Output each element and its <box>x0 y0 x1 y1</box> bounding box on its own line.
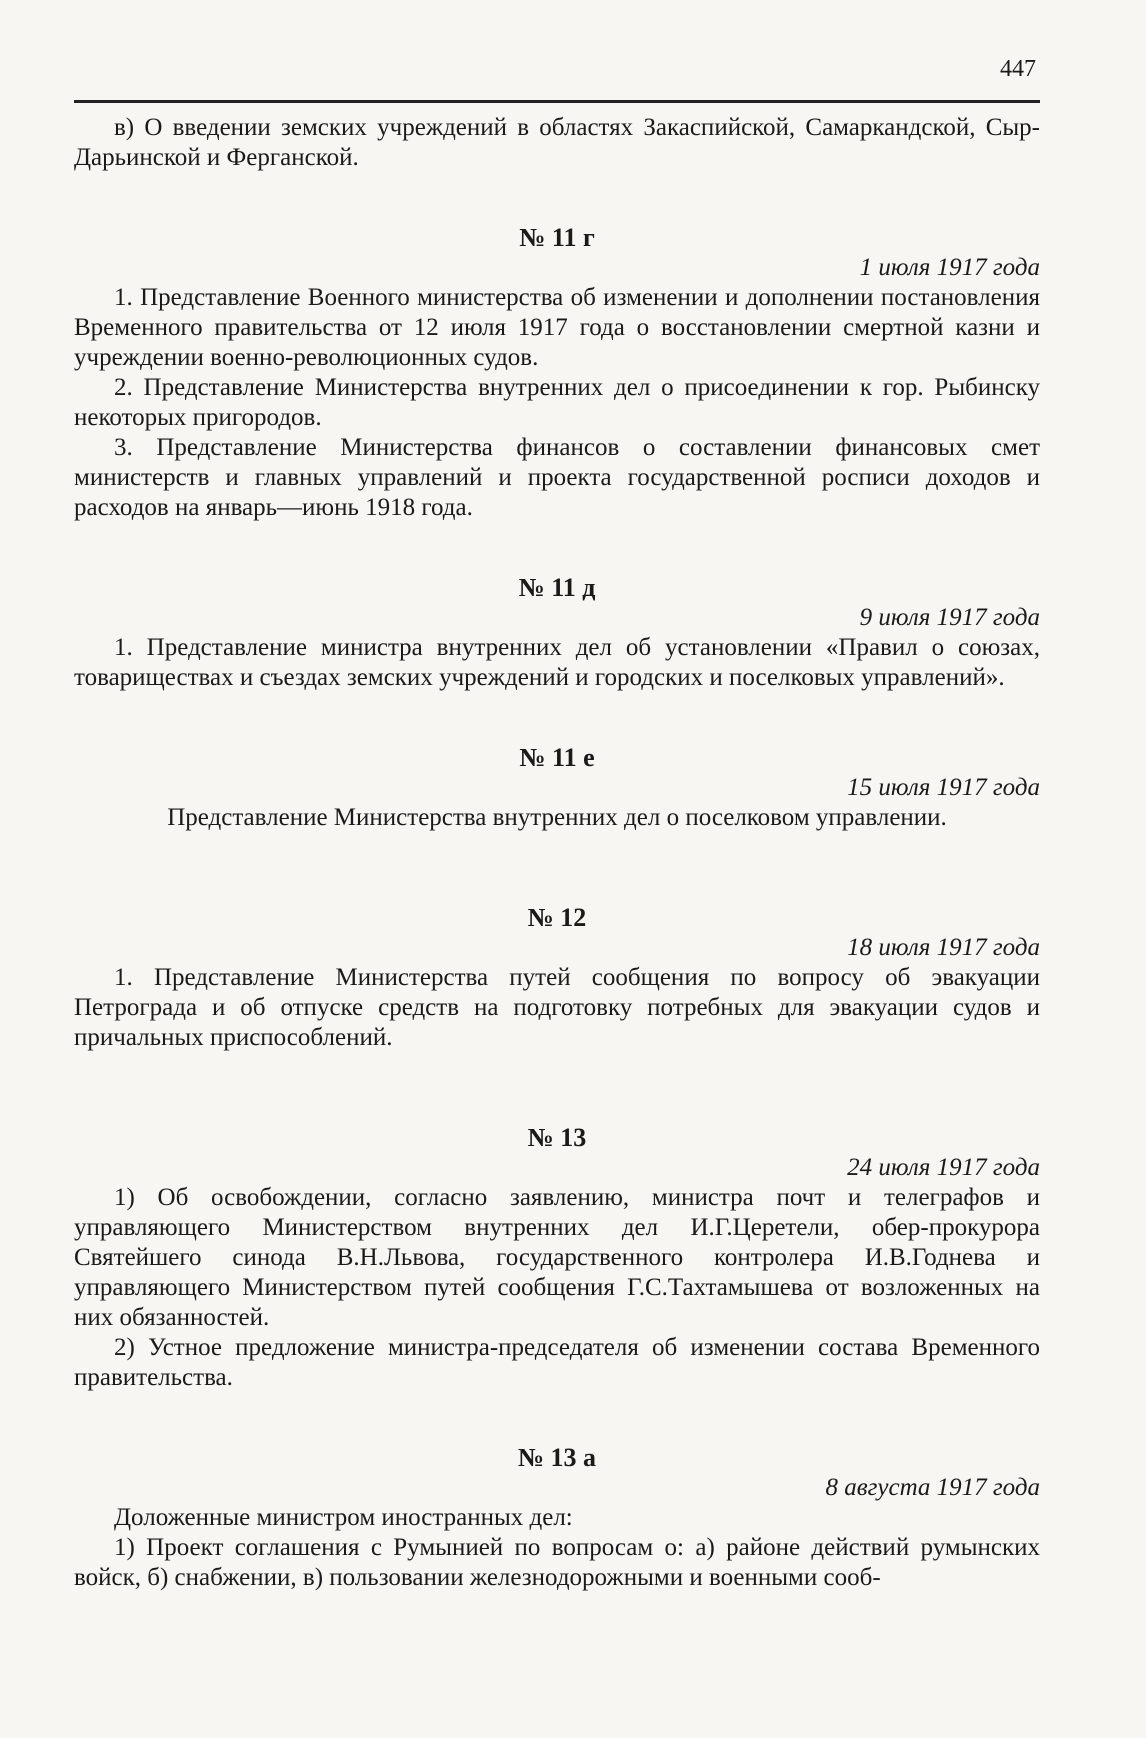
section-11d <box>74 573 1040 693</box>
section-date: 18 июля 1917 года <box>847 934 1040 961</box>
section-paragraph: 1) Об освобождении, согласно заявлению, министра почт и телеграфов и управляющего Министерством внутренних дел И.Г.Церетели, обер-прокурора Святейшего синода В.Н.Львова, государственного контролера И.В.Годнева и управляющего Министерством путей сообщения Г.С.Тахтамышева от возложенных на них обязанностей. <box>74 1184 1040 1331</box>
section-12 <box>74 903 1040 1053</box>
section-heading: № 13 а <box>517 1443 597 1472</box>
section-date: 1 июля 1917 года <box>859 254 1040 281</box>
section-heading: № 13 <box>527 1123 587 1152</box>
section-date: 9 июля 1917 года <box>859 604 1040 631</box>
section-date: 15 июля 1917 года <box>847 774 1040 801</box>
section-paragraph: 1. Представление Военного министерства об изменении и дополнении постановления Временного правительства от 12 июля 1917 года о восстановлении смертной казни и учреждении военно-революционных судов. <box>74 284 1040 371</box>
document-page <box>74 52 1040 1593</box>
section-13 <box>74 1123 1040 1393</box>
section-paragraph: 2. Представление Министерства внутренних дел о присоединении к гор. Рыбинску некоторых пригородов. <box>74 374 1040 431</box>
section-11g <box>74 223 1040 523</box>
section-heading: № 11 д <box>518 573 596 602</box>
section-date: 8 августа 1917 года <box>825 1474 1040 1501</box>
section-paragraph: Представление Министерства внутренних дел о поселковом управлении. <box>167 804 947 831</box>
section-paragraph: 1. Представление министра внутренних дел об установлении «Правил о союзах, товариществах и съездах земских учреждений и городских и поселковых управлений». <box>74 634 1040 691</box>
intro-paragraph: в) О введении земских учреждений в областях Закаспийской, Самаркандской, Сыр-Дарьинской и Ферганской. <box>74 114 1040 171</box>
section-paragraph: 1. Представление Министерства путей сообщения по вопросу об эвакуации Петрограда и об отпуске средств на подготовку потребных для эвакуации судов и причальных приспособлений. <box>74 964 1040 1051</box>
header-rule <box>74 100 1040 103</box>
section-date: 24 июля 1917 года <box>847 1154 1040 1181</box>
section-11e <box>74 743 1040 833</box>
section-13a <box>74 1443 1040 1593</box>
section-paragraph: 2) Устное предложение министра-председателя об изменении состава Временного правительства. <box>74 1334 1040 1391</box>
section-heading: № 11 е <box>519 743 595 772</box>
page-number: 447 <box>1000 56 1036 82</box>
section-heading: № 11 г <box>519 223 595 252</box>
section-paragraph: Доложенные министром иностранных дел: <box>114 1504 573 1531</box>
section-paragraph: 3. Представление Министерства финансов о составлении финансовых смет министерств и главных управлений и проекта государственной росписи доходов и расходов на январь—июнь 1918 года. <box>74 434 1040 521</box>
section-paragraph: 1) Проект соглашения с Румынией по вопросам о: а) районе действий румынских войск, б) снабжении, в) пользовании железнодорожными и военными сооб- <box>74 1534 1040 1591</box>
section-heading: № 12 <box>527 903 587 932</box>
